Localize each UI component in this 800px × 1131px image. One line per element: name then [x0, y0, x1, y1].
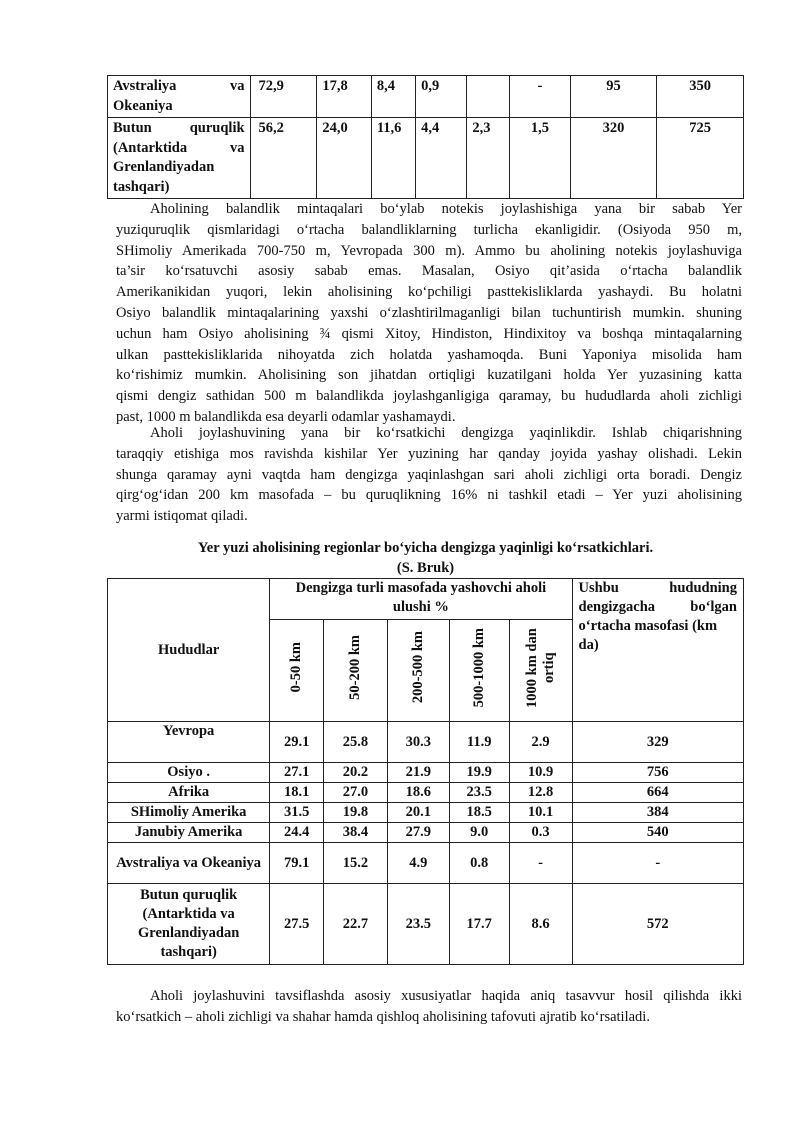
- value-cell: 72,9: [250, 76, 317, 118]
- average-distance-cell: -: [572, 843, 743, 884]
- header-average-distance: [572, 579, 743, 722]
- region-name-line: Butun quruqlik: [113, 120, 245, 136]
- paragraph-line: ta’sir ko‘rsatuvchi asosiy sabab emas. Masalan, Osiyo qit’asida o‘rtacha balandlik: [116, 263, 742, 280]
- value-cell: 12.8: [509, 783, 572, 803]
- value-cell: 2,3: [467, 118, 510, 199]
- value-cell: 15.2: [324, 843, 388, 884]
- value-cell: 27.1: [270, 763, 324, 783]
- table-caption-title: Yer yuzi aholisining regionlar bo‘yicha dengizga yaqinligi ko‘rsatkichlari.: [197, 540, 654, 556]
- value-cell: 95: [570, 76, 657, 118]
- value-cell: 79.1: [270, 843, 324, 884]
- paragraph-line: yarmi istiqomat qiladi.: [116, 508, 248, 525]
- paragraph-line: Aholi joylashuvini tavsiflashda asosiy xususiyatlar haqida aniq tasavvur hosil qilishda ikki: [150, 988, 742, 1004]
- paragraph-sea-proximity: [116, 423, 742, 527]
- table-row: [108, 803, 744, 823]
- table-row: [108, 118, 744, 199]
- value-cell: 0.8: [449, 843, 509, 884]
- table-caption-source: (S. Bruk): [396, 560, 455, 576]
- paragraph-line: qirg‘og‘idan 200 km masofada – bu quruqlikning 16% ni tashkil etadi – Yer yuzi aholisining: [116, 487, 742, 504]
- region-name-line: Okeaniya: [113, 97, 173, 114]
- paragraph-line: Aholi joylashuvining yana bir ko‘rsatkichi dengizga yaqinlikdir. Ishlab chiqarishning: [150, 425, 742, 441]
- average-distance-cell: 329: [572, 722, 743, 763]
- value-cell: 23.5: [449, 783, 509, 803]
- region-cell: Janubiy Amerika: [108, 823, 270, 843]
- paragraph-line: ko‘rsatkich – aholi zichligi va shahar hamda qishloq aholisining tafovuti ajratib ko‘rsatiladi.: [116, 1008, 650, 1025]
- table-row: [108, 763, 744, 783]
- paragraph-line: Osiyo balandlik mintaqalarining yaxshi o‘zlashtirilmaganligi bilan tuchuntirish mumkin. shuning: [116, 304, 742, 321]
- region-cell: SHimoliy Amerika: [108, 803, 270, 823]
- header-right-line: o‘rtacha masofasi (km: [578, 618, 718, 634]
- value-cell: 18.1: [270, 783, 324, 803]
- region-cell: Afrika: [108, 783, 270, 803]
- value-cell: 30.3: [387, 722, 449, 763]
- value-cell: 56,2: [250, 118, 317, 199]
- region-cell: [108, 118, 251, 199]
- value-cell: 10.1: [509, 803, 572, 823]
- table-row: [108, 76, 744, 118]
- average-distance-cell: 540: [572, 823, 743, 843]
- table-caption: [107, 538, 744, 578]
- header-distance-3: [387, 620, 449, 722]
- header-distance-group: [270, 579, 572, 620]
- continued-altitude-table: [107, 75, 744, 199]
- value-cell: 19.9: [449, 763, 509, 783]
- value-cell: 19.8: [324, 803, 388, 823]
- value-cell: 2.9: [509, 722, 572, 763]
- value-cell: 17.7: [449, 884, 509, 965]
- header-right-line: da): [578, 637, 599, 653]
- value-cell: 18.5: [449, 803, 509, 823]
- header-distance-label: 50-200 km: [346, 635, 363, 700]
- value-cell: 20.2: [324, 763, 388, 783]
- paragraph-line: past, 1000 m balandlikda esa deyarli odamlar yashamaydi.: [116, 408, 456, 425]
- value-cell: 0.3: [509, 823, 572, 843]
- value-cell: 4.9: [387, 843, 449, 884]
- region-name-line: tashqari): [113, 178, 170, 195]
- sea-proximity-table: [107, 578, 744, 965]
- value-cell: 29.1: [270, 722, 324, 763]
- paragraph-line: SHimoliy Amerikada 700-750 m, Yevropada 300 m). Ammo bu aholining notekis joylashuviga: [116, 242, 742, 259]
- region-name-line: (Antarktida va: [113, 139, 245, 156]
- value-cell: 725: [657, 118, 744, 199]
- header-group-line: Dengizga turli masofada yashovchi aholi: [295, 580, 547, 596]
- value-cell: 38.4: [324, 823, 388, 843]
- value-cell: 24.4: [270, 823, 324, 843]
- table-row: [108, 783, 744, 803]
- paragraph-line: qismi dengiz sathidan 500 m balandlikda joylashganligiga qaramay, bu hududlarda aholi zichligi: [116, 388, 742, 405]
- region-cell: Butun quruqlik (Antarktida va Grenlandiyadan tashqari): [108, 884, 270, 965]
- value-cell: 22.7: [324, 884, 388, 965]
- header-distance-2: [324, 620, 388, 722]
- region-name-line: Avstraliya va: [113, 78, 245, 94]
- value-cell: 320: [570, 118, 657, 199]
- table-row: [108, 884, 744, 965]
- value-cell: 21.9: [387, 763, 449, 783]
- value-cell: 18.6: [387, 783, 449, 803]
- header-region: Hududlar: [108, 579, 270, 722]
- header-group-line: ulushi %: [392, 599, 449, 615]
- value-cell: 20.1: [387, 803, 449, 823]
- value-cell: 0,9: [416, 76, 467, 118]
- average-distance-cell: 664: [572, 783, 743, 803]
- value-cell: 1,5: [510, 118, 570, 199]
- header-distance-label: 0-50 km: [288, 642, 305, 693]
- value-cell: 11.9: [449, 722, 509, 763]
- average-distance-cell: 572: [572, 884, 743, 965]
- paragraph-line: taraqqiy etishiga mos ravishda kishilar Yer yuzining har qanday joyida yashay olishadi. Lekin: [116, 445, 742, 462]
- average-distance-cell: 384: [572, 803, 743, 823]
- header-distance-label: 500-1000 km: [470, 627, 487, 708]
- region-cell: [108, 76, 251, 118]
- table-row: [108, 843, 744, 884]
- paragraph-line: Amerikanikidan yuqori, lekin aholisining ko‘pchiligi pasttekisliklarda yashaydi. Bu holatni: [116, 284, 742, 301]
- paragraph-line: ulkan pasttekisliklarida nihoyatda zich holatda yashamoqda. Buni Yaponiya misolida ham: [116, 346, 742, 363]
- header-right-line: dengizgacha bo‘lgan: [578, 599, 737, 615]
- value-cell: 350: [657, 76, 744, 118]
- value-cell: -: [510, 76, 570, 118]
- value-cell: 31.5: [270, 803, 324, 823]
- value-cell: 9.0: [449, 823, 509, 843]
- value-cell: 11,6: [371, 118, 415, 199]
- value-cell: 27.5: [270, 884, 324, 965]
- value-cell: 10.9: [509, 763, 572, 783]
- region-cell: Osiyo .: [108, 763, 270, 783]
- header-right-line: Ushbu hududning: [578, 580, 737, 596]
- header-distance-1: [270, 620, 324, 722]
- value-cell: 24,0: [317, 118, 372, 199]
- value-cell: 8.6: [509, 884, 572, 965]
- value-cell: 23.5: [387, 884, 449, 965]
- paragraph-line: yuziquruqlik qismlaridagi o‘rtacha balandliklarning turlicha ekanligidir. (Osiyoda 950 m,: [116, 221, 742, 238]
- paragraph-line: uchun ham Osiyo aholisining ¾ qismi Xitoy, Hindiston, Hindixitoy va boshqa mintaqalarning: [116, 325, 742, 342]
- header-distance-label: 1000 km dan ortiq: [523, 627, 557, 708]
- value-cell: 4,4: [416, 118, 467, 199]
- value-cell: 27.0: [324, 783, 388, 803]
- region-cell: Avstraliya va Okeaniya: [108, 843, 270, 884]
- value-cell: 27.9: [387, 823, 449, 843]
- value-cell: -: [509, 843, 572, 884]
- value-cell: 8,4: [371, 76, 415, 118]
- region-cell: Yevropa: [108, 722, 270, 763]
- table-row: [108, 722, 744, 763]
- paragraph-conclusion: [116, 986, 742, 1028]
- header-distance-5: [509, 620, 572, 722]
- paragraph-line: ko‘rishimiz mumkin. Aholisining son jihatdan ortiqligi kuzatilgani holda Yer yuzasining katta: [116, 367, 742, 384]
- region-name-line: Grenlandiyadan: [113, 159, 215, 175]
- header-distance-label: 200-500 km: [409, 631, 426, 704]
- average-distance-cell: 756: [572, 763, 743, 783]
- table-row: [108, 823, 744, 843]
- value-cell: 25.8: [324, 722, 388, 763]
- paragraph-line: shunga qaramay ayni vaqtda ham dengizga yaqinlashgan sari aholi zichligi orta boradi. Dengiz: [116, 466, 742, 483]
- header-distance-4: [449, 620, 509, 722]
- value-cell: [467, 76, 510, 118]
- value-cell: 17,8: [317, 76, 372, 118]
- paragraph-altitude: [116, 199, 742, 428]
- paragraph-line: Aholining balandlik mintaqalari bo‘ylab notekis joylashishiga yana bir sabab Yer: [150, 201, 742, 217]
